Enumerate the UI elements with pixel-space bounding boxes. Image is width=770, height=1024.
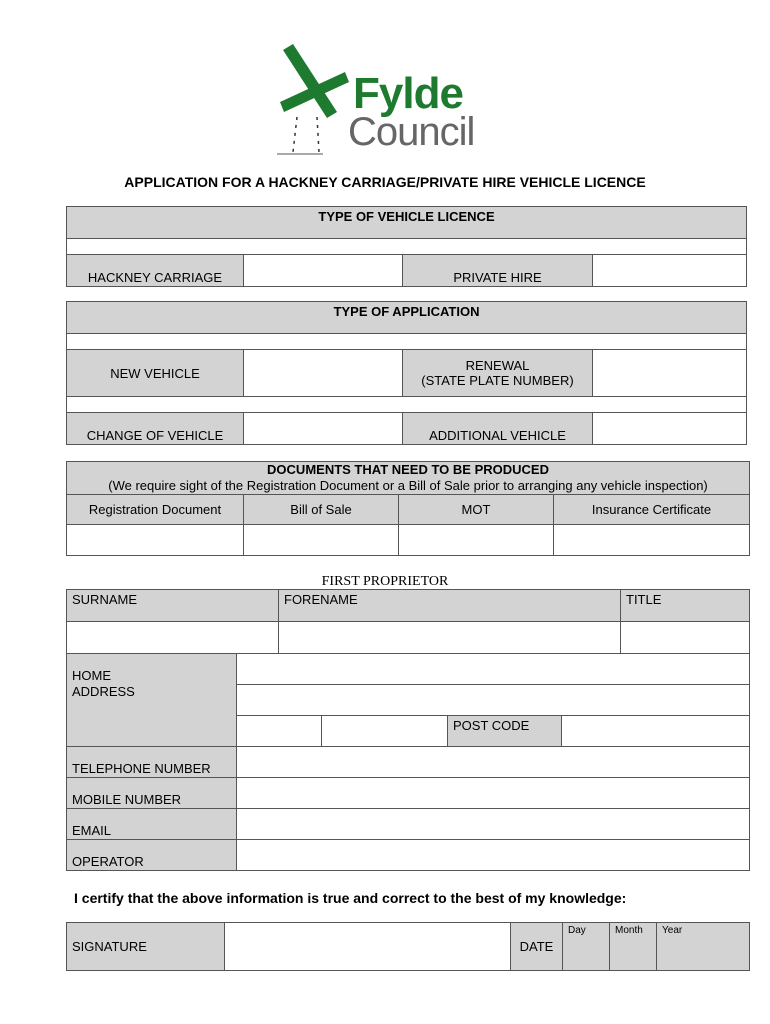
day-label: Day bbox=[568, 925, 586, 936]
insurance-certificate-input[interactable] bbox=[554, 525, 750, 556]
operator-input[interactable] bbox=[237, 840, 750, 871]
mobile-input[interactable] bbox=[237, 778, 750, 809]
date-month-input[interactable] bbox=[610, 923, 657, 971]
post-code-label: POST CODE bbox=[448, 716, 562, 747]
mot-label: MOT bbox=[399, 495, 554, 525]
documents-note: (We require sight of the Registration Document or a Bill of Sale prior to arranging any vehicle inspection) bbox=[108, 478, 708, 493]
title-label: TITLE bbox=[621, 590, 750, 622]
bill-of-sale-label: Bill of Sale bbox=[244, 495, 399, 525]
bill-of-sale-input[interactable] bbox=[244, 525, 399, 556]
signature-input[interactable] bbox=[225, 923, 511, 971]
certification-statement: I certify that the above information is true and correct to the best of my knowledge: bbox=[74, 890, 627, 906]
mobile-label: MOBILE NUMBER bbox=[67, 778, 237, 809]
private-hire-label: PRIVATE HIRE bbox=[403, 255, 593, 287]
windmill-icon bbox=[275, 42, 355, 157]
first-proprietor-heading: FIRST PROPRIETOR bbox=[321, 574, 449, 589]
change-vehicle-checkbox[interactable] bbox=[244, 413, 403, 445]
telephone-label: TELEPHONE NUMBER bbox=[67, 747, 237, 778]
renewal-label bbox=[403, 350, 593, 397]
operator-label: OPERATOR bbox=[67, 840, 237, 871]
signature-table bbox=[66, 922, 750, 971]
forename-label: FORENAME bbox=[279, 590, 621, 622]
email-label: EMAIL bbox=[67, 809, 237, 840]
renewal-plate-input[interactable] bbox=[593, 350, 747, 397]
post-code-input[interactable] bbox=[562, 716, 750, 747]
application-header: TYPE OF APPLICATION bbox=[67, 302, 747, 334]
insurance-certificate-label: Insurance Certificate bbox=[554, 495, 750, 525]
new-vehicle-label: NEW VEHICLE bbox=[67, 350, 244, 397]
home-address-label bbox=[67, 654, 237, 747]
spacer-row bbox=[67, 397, 747, 413]
documents-title: DOCUMENTS THAT NEED TO BE PRODUCED bbox=[267, 462, 549, 477]
telephone-input[interactable] bbox=[237, 747, 750, 778]
vehicle-licence-header: TYPE OF VEHICLE LICENCE bbox=[67, 207, 747, 239]
date-year-input[interactable] bbox=[657, 923, 750, 971]
additional-vehicle-checkbox[interactable] bbox=[593, 413, 747, 445]
hackney-carriage-label: HACKNEY CARRIAGE bbox=[67, 255, 244, 287]
address-line-3a-input[interactable] bbox=[237, 716, 322, 747]
address-line-3b-input[interactable] bbox=[322, 716, 448, 747]
council-logo bbox=[275, 42, 500, 157]
signature-label: SIGNATURE bbox=[67, 923, 225, 971]
hackney-carriage-checkbox[interactable] bbox=[244, 255, 403, 287]
form-title: APPLICATION FOR A HACKNEY CARRIAGE/PRIVATE HIRE VEHICLE LICENCE bbox=[124, 174, 646, 190]
surname-label: SURNAME bbox=[67, 590, 279, 622]
renewal-label-line1: RENEWAL bbox=[465, 358, 530, 373]
date-label: DATE bbox=[511, 923, 563, 971]
private-hire-checkbox[interactable] bbox=[593, 255, 747, 287]
forename-input[interactable] bbox=[279, 622, 621, 654]
home-address-line1: HOME bbox=[72, 668, 111, 683]
logo-line-fylde: Fylde bbox=[353, 69, 463, 118]
date-day-input[interactable] bbox=[563, 923, 610, 971]
mot-input[interactable] bbox=[399, 525, 554, 556]
spacer-row bbox=[67, 239, 747, 255]
year-label: Year bbox=[662, 925, 683, 936]
logo-line-council: Council bbox=[348, 110, 475, 154]
additional-vehicle-label: ADDITIONAL VEHICLE bbox=[403, 413, 593, 445]
documents-header bbox=[67, 462, 750, 495]
contact-table bbox=[66, 653, 750, 871]
change-vehicle-label: CHANGE OF VEHICLE bbox=[67, 413, 244, 445]
documents-table bbox=[66, 461, 750, 556]
registration-document-input[interactable] bbox=[67, 525, 244, 556]
address-line-2-input[interactable] bbox=[237, 685, 750, 716]
address-line-1-input[interactable] bbox=[237, 654, 750, 685]
new-vehicle-checkbox[interactable] bbox=[244, 350, 403, 397]
title-input[interactable] bbox=[621, 622, 750, 654]
vehicle-licence-table bbox=[66, 206, 747, 287]
spacer-row bbox=[67, 334, 747, 350]
email-input[interactable] bbox=[237, 809, 750, 840]
renewal-label-line2: (STATE PLATE NUMBER) bbox=[421, 373, 574, 388]
home-address-line2: ADDRESS bbox=[72, 684, 135, 699]
registration-document-label: Registration Document bbox=[67, 495, 244, 525]
application-type-table bbox=[66, 301, 747, 445]
surname-input[interactable] bbox=[67, 622, 279, 654]
name-table bbox=[66, 589, 750, 654]
month-label: Month bbox=[615, 925, 643, 936]
